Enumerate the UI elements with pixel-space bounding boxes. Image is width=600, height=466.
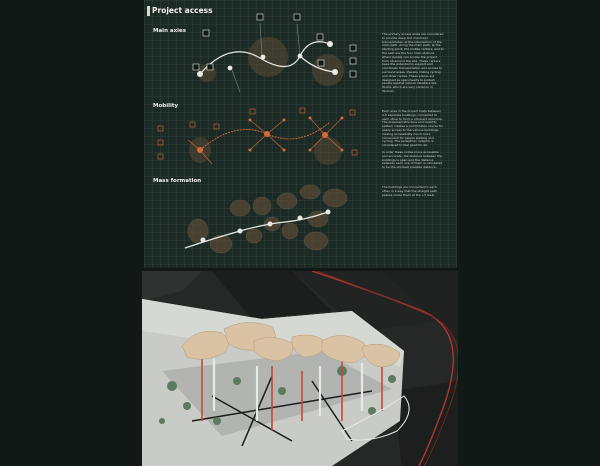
mobility-diagram <box>158 108 357 165</box>
axis-leader <box>297 24 300 55</box>
site-render <box>142 271 458 466</box>
section-mass-formation-title: Mass formation <box>153 178 202 184</box>
mass-formation-diagram <box>188 185 347 253</box>
axis-zone <box>312 54 344 86</box>
board-title: Project access <box>152 6 213 15</box>
axis-zone <box>248 37 288 77</box>
axis-leader <box>232 70 240 92</box>
mass-formation-description: The buildings are connected to each other in a way that the straight path passes under them at the +3 level. <box>382 185 437 197</box>
main-axes-diagram <box>193 14 356 92</box>
render-graphics <box>142 271 458 466</box>
mobility-description-2: In order these routes more accessible and accurate, the distance between the buildings is open and the distance between each one of them is calculated to be the shortest possible distance. <box>382 150 443 170</box>
section-main-axes-title: Main axies <box>153 28 187 34</box>
section-mobility-title: Mobility <box>153 103 179 109</box>
main-axes-description: The primary access axies are considered to provide deep and maximum transportation at the intersection of the main path. Along the main path, at the starting point, the mobile centers, and to the east are the four main stations where people can access the project from all around the site. These centers have the potential to support and coordinate transportation and access to surround areas, thereby linking cycling and other routes. These places are designed as open hearts to protect people against natural disasters like floods, which are very common in Yerevan. <box>382 32 444 93</box>
mobility-description: Each area in the project hosts between 4-5 separate buildings, connected to each other to form a coherent structure. The proposed structure and mobility pattern creates a comfortable course for easily access to the various buildings, making accessibility much more convenient for people walking and cycling. The pedestrian network is considered to feel good for all. <box>382 109 443 148</box>
